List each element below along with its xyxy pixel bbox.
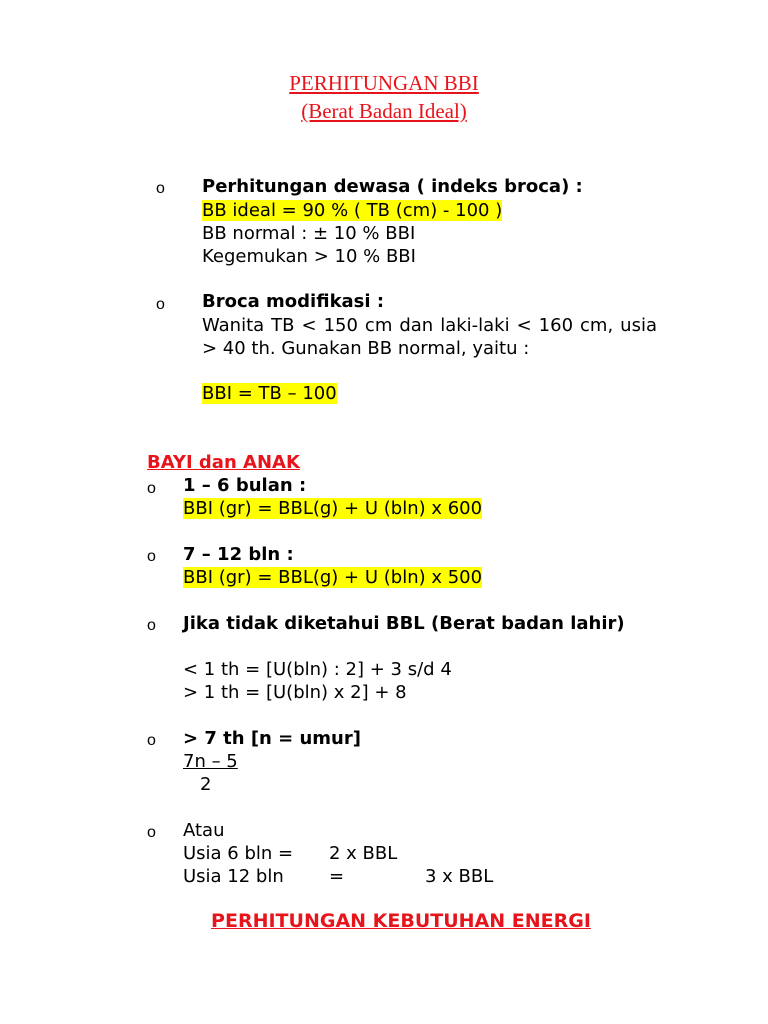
bullet-icon: o: [147, 480, 156, 497]
energy-heading: PERHITUNGAN KEBUTUHAN ENERGI: [211, 910, 591, 932]
item4-label: > 7 th [n = umur]: [183, 728, 361, 749]
fraction-denominator: 2: [200, 774, 212, 795]
item5-line2-right: 3 x BBL: [425, 866, 494, 887]
item3-line2: > 1 th = [U(bln) x 2] + 8: [183, 682, 407, 703]
bullet-icon: o: [147, 548, 156, 565]
adult-heading: Perhitungan dewasa ( indeks broca) :: [202, 176, 583, 197]
fraction-numerator: 7n – 5: [183, 751, 238, 772]
item5-label: Atau: [183, 820, 225, 841]
bullet-icon: o: [147, 617, 156, 634]
broca-description: Wanita TB < 150 cm dan laki-laki < 160 cm, usia > 40 th. Gunakan BB normal, yaitu :: [202, 315, 657, 359]
page-subtitle: (Berat Badan Ideal): [301, 99, 467, 123]
children-heading: BAYI dan ANAK: [147, 452, 300, 473]
bullet-icon: o: [156, 180, 165, 197]
item5-line2-eq: =: [329, 866, 345, 887]
item3-label: Jika tidak diketahui BBL (Berat badan lahir): [183, 613, 625, 634]
item1-formula-wrap: [183, 497, 482, 520]
bullet-icon: o: [147, 824, 156, 841]
adult-formula: BB ideal = 90 % ( TB (cm) - 100 ): [202, 200, 503, 221]
item5-line1-left: Usia 6 bln =: [183, 843, 294, 864]
adult-formula-wrap: [202, 199, 502, 222]
page-title: PERHITUNGAN BBI: [289, 71, 479, 95]
broca-formula: BBI = TB – 100: [202, 383, 337, 404]
bullet-icon: o: [156, 296, 165, 313]
adult-obesity: Kegemukan > 10 % BBI: [202, 246, 416, 267]
broca-formula-wrap: [202, 382, 337, 405]
adult-normal: BB normal : ± 10 % BBI: [202, 223, 416, 244]
item2-formula-wrap: [183, 566, 482, 589]
item1-formula: BBI (gr) = BBL(g) + U (bln) x 600: [183, 498, 483, 519]
broca-heading: Broca modifikasi :: [202, 291, 385, 312]
item2-label: 7 – 12 bln :: [183, 544, 294, 565]
item5-line2-left: Usia 12 bln: [183, 866, 284, 887]
item1-label: 1 – 6 bulan :: [183, 475, 307, 496]
item3-line1: < 1 th = [U(bln) : 2] + 3 s/d 4: [183, 659, 452, 680]
bullet-icon: o: [147, 732, 156, 749]
item5-line1-right: 2 x BBL: [329, 843, 398, 864]
item2-formula: BBI (gr) = BBL(g) + U (bln) x 500: [183, 567, 483, 588]
